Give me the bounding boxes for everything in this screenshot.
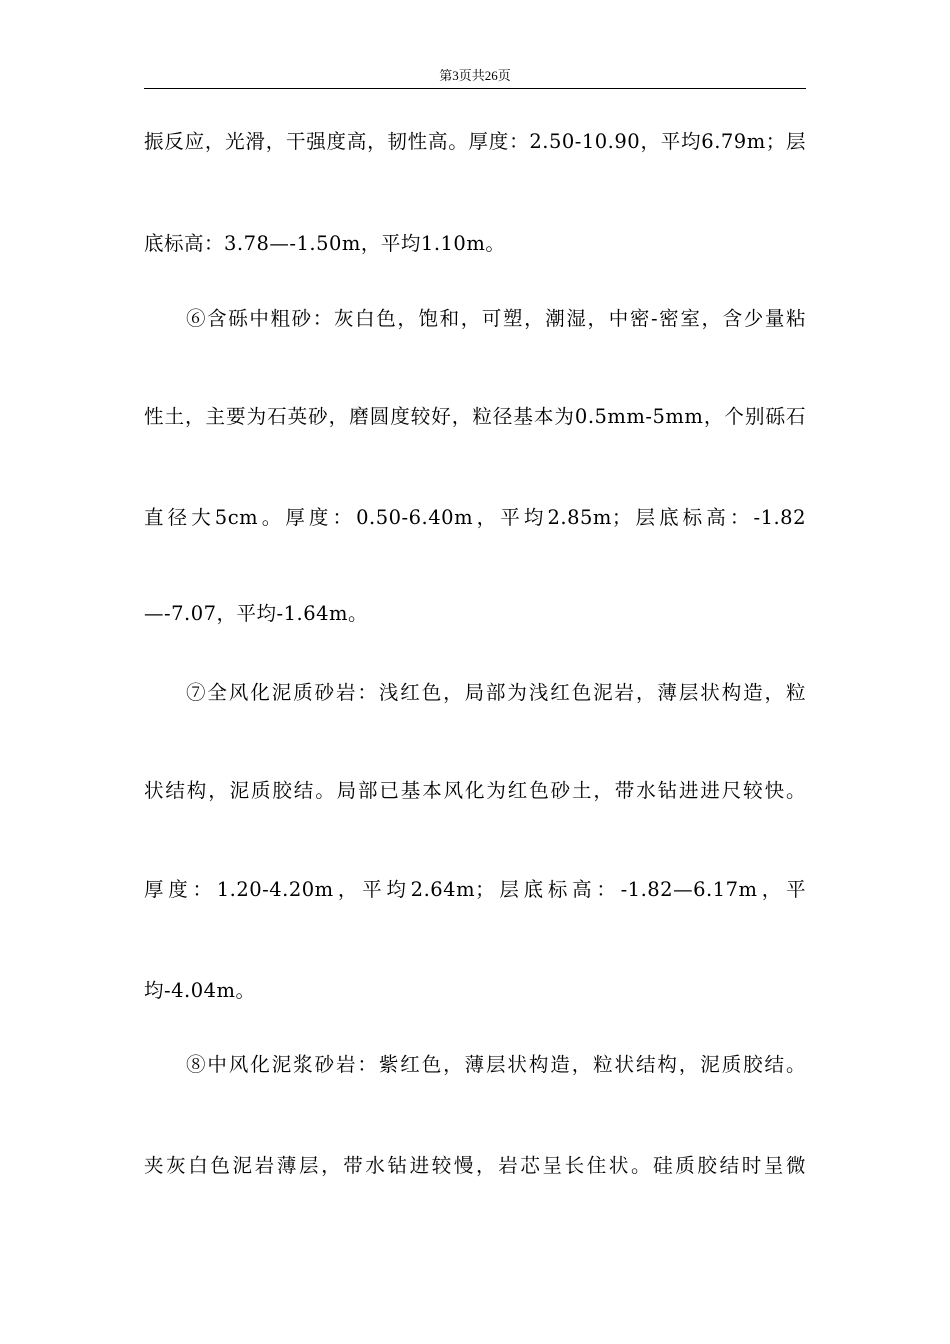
text-line: 均-4.04m。 [144, 979, 256, 1002]
text-line: 底标高：3.78—-1.50m，平均1.10m。 [144, 232, 506, 255]
text-line: ⑧中风化泥浆砂岩：紫红色，薄层状构造，粒状结构，泥质胶结。 [186, 1053, 806, 1076]
text-line: ⑥含砾中粗砂：灰白色，饱和，可塑，潮湿，中密-密室，含少量粘 [186, 307, 806, 330]
text-line: 直径大5cm。厚度：0.50-6.40m，平均2.85m；层底标高：-1.82 [144, 506, 806, 529]
text-line: ⑦全风化泥质砂岩：浅红色，局部为浅红色泥岩，薄层状构造，粒 [186, 681, 806, 704]
text-line: 振反应，光滑，干强度高，韧性高。厚度：2.50-10.90，平均6.79m；层 [144, 130, 806, 153]
text-line: —-7.07，平均-1.64m。 [144, 602, 369, 625]
text-line: 状结构，泥质胶结。局部已基本风化为红色砂土，带水钻进进尺较快。 [144, 779, 806, 802]
page-header [144, 66, 806, 89]
text-line: 厚度：1.20-4.20m，平均2.64m；层底标高：-1.82—6.17m，平 [144, 878, 806, 901]
page-indicator: 第3页共26页 [439, 68, 511, 83]
text-line: 性土，主要为石英砂，磨圆度较好，粒径基本为0.5mm-5mm，个别砾石 [144, 405, 806, 428]
text-line: 夹灰白色泥岩薄层，带水钻进较慢，岩芯呈长住状。硅质胶结时呈微 [144, 1154, 806, 1177]
